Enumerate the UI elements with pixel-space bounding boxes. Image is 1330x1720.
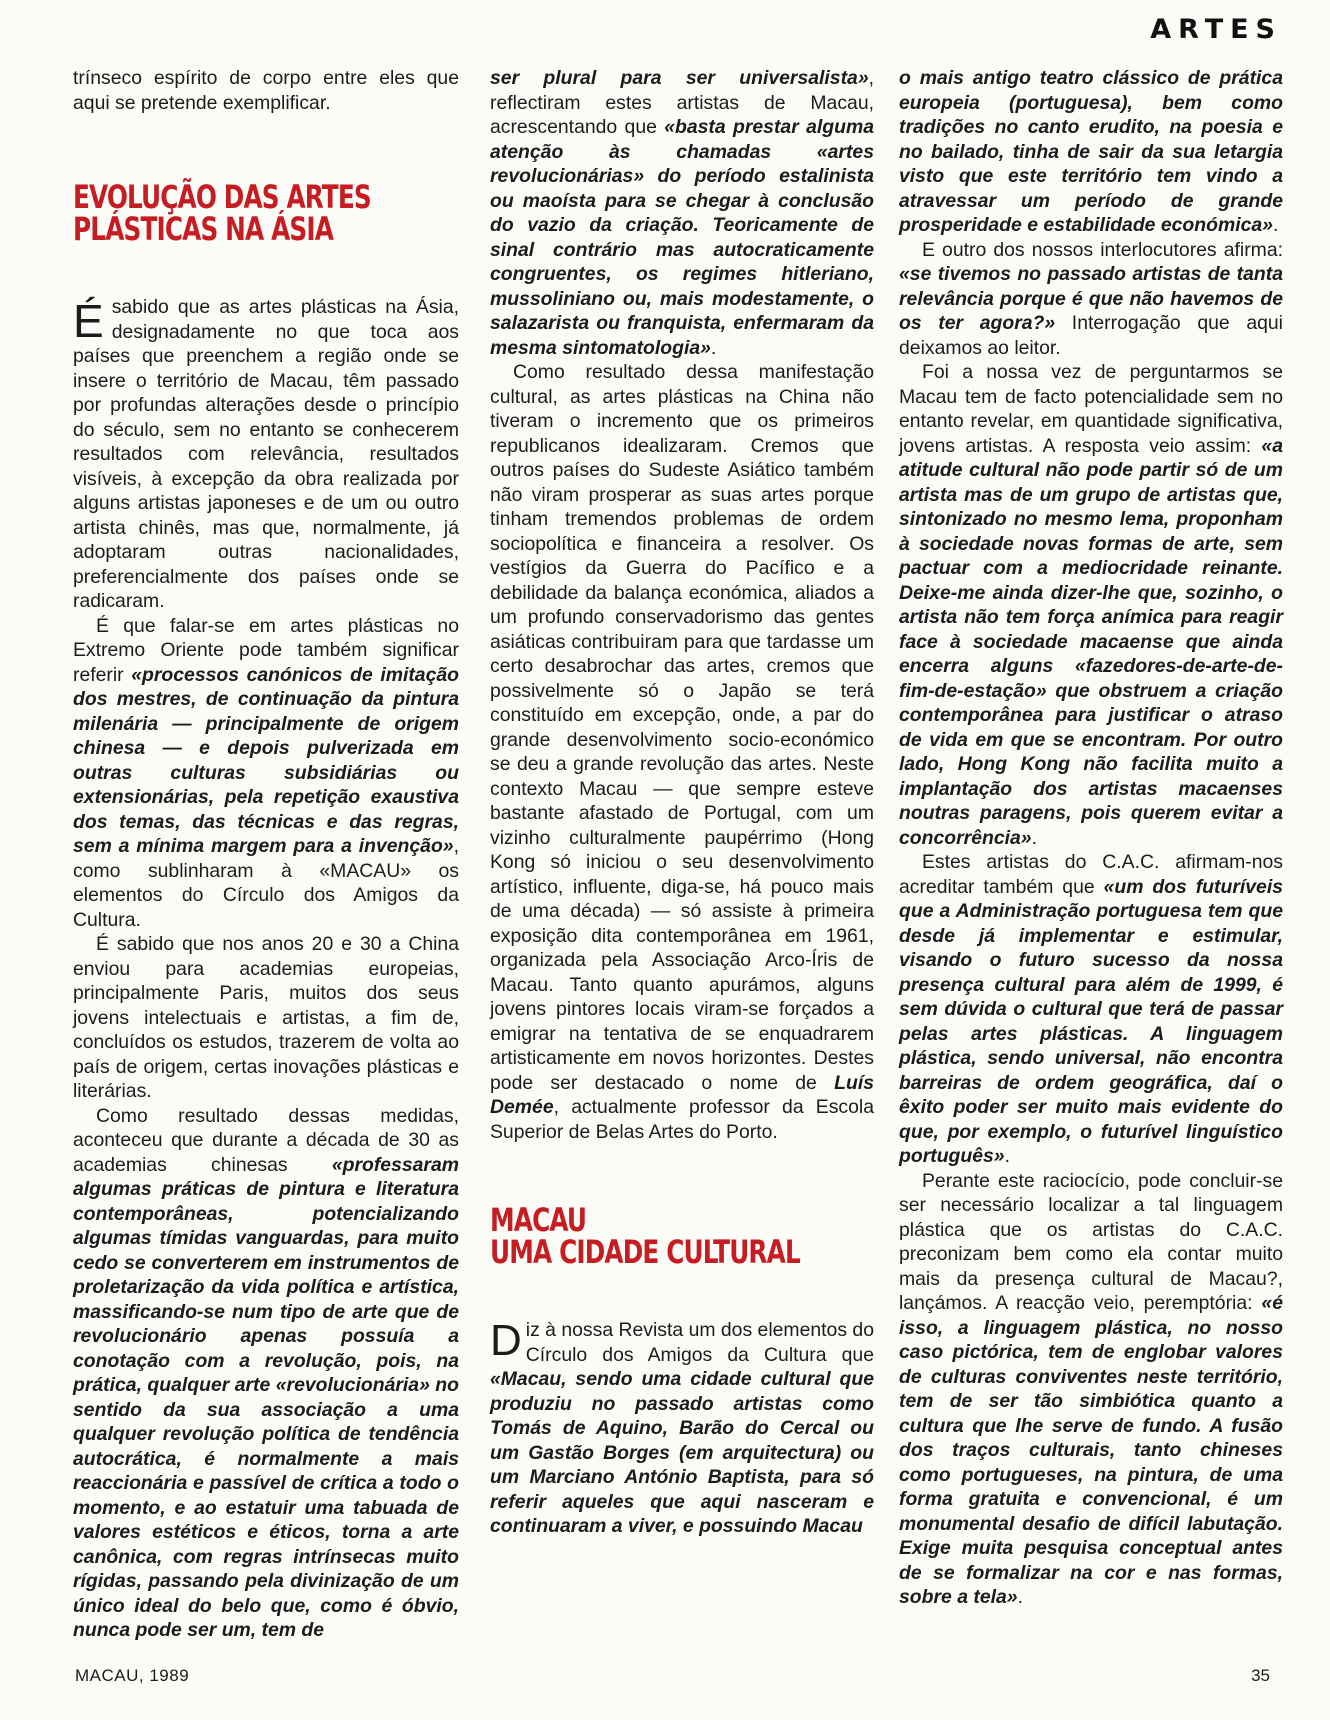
column-3 <box>899 66 1283 1610</box>
paragraph: E outro dos nossos interlocutores afirma: «se tivemos no passado artistas de tanta relevância porque é que não havemos de os ter agora?» Interrogação que aqui deixamos ao leitor. <box>899 238 1283 359</box>
paragraph: Como resultado dessas medidas, aconteceu que durante a década de 30 as academias chinesas «professaram algumas práticas de pintura e literatura contemporâneas, potencializando algumas tímidas vanguardas, para muito cedo se converterem em instrumentos de proletarização da vida política e artística, massificando-se num tipo de arte que de revolucionário apenas possuía a conotação com a revolução, pois, na prática, qualquer arte «revolucionária» no sentido da sua associação a uma qualquer revolução política de tendência autocrática, é normalmente a mais reaccionária e passível de crítica a todo o momento, e ao estatuir uma tabuada de valores estéticos e éticos, torna a arte canônica, com regras intrínsecas muito rígidas, passando pela divinização de um único ideal do belo que, como é óbvio, nunca pode ser um, tem de <box>73 1104 459 1641</box>
drop-cap: É <box>73 295 104 347</box>
section-tag: ARTES <box>1150 14 1282 45</box>
column-2 <box>490 66 874 1539</box>
page-number: 35 <box>1251 1666 1270 1685</box>
paragraph: Ésabido que as artes plásticas na Ásia, designadamente no que toca aos países que preenchem a região onde se insere o território de Macau, têm passado por profundas alterações desde o princípio do século, sem no entanto se conhecerem resultados com relevância, resultados visíveis, à excepção da obra realizada por alguns artistas japoneses e de um ou outro artista chinês, mas que, normalmente, já adoptaram outras nacionalidades, preferencialmente dos países onde se radicaram. <box>73 295 459 612</box>
section-heading-2: MACAU UMA CIDADE CULTURAL <box>490 1201 800 1271</box>
paragraph: trínseco espírito de corpo entre eles que aqui se pretende exemplificar. <box>73 67 459 114</box>
paragraph: É sabido que nos anos 20 e 30 a China enviou para academias europeias, principalmente Paris, muitos dos seus jovens intelectuais e artistas, a fim de, concluídos os estudos, trazerem de volta ao país de origem, certas inovações plásticas e literárias. <box>73 933 459 1102</box>
paragraph: Diz à nossa Revista um dos elementos do Círculo dos Amigos da Cultura que «Macau, sendo uma cidade cultural que produziu no passado artistas como Tomás de Aquino, Barão do Cercal ou um Gastão Borges (em arquitectura) ou um Marciano António Baptista, para só referir aqueles que aqui nasceram e continuaram a viver, e possuindo Macau <box>490 1316 874 1537</box>
paragraph: o mais antigo teatro clássico de prática europeia (portuguesa), bem como tradições no canto erudito, na poesia e no bailado, tinha de sair da sua letargia visto que este território tem vindo a atravessar um período de grande prosperidade e estabilidade económica». <box>899 67 1283 236</box>
column-1 <box>73 66 459 1643</box>
footer-publication: MACAU, 1989 <box>75 1666 190 1685</box>
paragraph: Como resultado dessa manifestação cultural, as artes plásticas na China não tiveram o incremento que os primeiros republicanos idealizaram. Cremos que outros países do Sudeste Asiático também não viram prosperar as suas artes porque tinham tremendos problemas de ordem sociopolítica e financeira a resolver. Os vestígios da Guerra do Pacífico e a debilidade da balança económica, aliados a um profundo conservadorismo das gentes asiáticas contribuiram para que tardasse um certo desabrochar das artes, cremos que possivelmente só o Japão se terá constituído em excepção, onde, a par do grande desenvolvimento socio-económico se deu a grande revolução das artes. Neste contexto Macau — que sempre esteve bastante afastado de Portugal, com um vizinho culturalmente paupérrimo (Hong Kong só iniciou o seu desenvolvimento artístico, influente, diga-se, há pouco mais de uma década) — só assiste à primeira exposição dita contemporânea em 1961, organizada pela Associação Arco-Íris de Macau. Tanto quanto apurámos, alguns jovens pintores locais viram-se forçados a emigrar na tentativa de se enquadrarem artisticamente em novos horizontes. Destes pode ser destacado o nome de Luís Demée, actualmente professor da Escola Superior de Belas Artes do Porto. <box>490 361 874 1143</box>
paragraph: Estes artistas do C.A.C. afirmam-nos acreditar também que «um dos futuríveis que a Administração portuguesa tem que desde já implementar e estimular, visando o futuro sucesso da nossa presença cultural para além de 1999, é sem dúvida o cultural que terá de passar pelas artes plásticas. A linguagem plástica, sendo universal, não encontra barreiras de ordem geográfica, daí o êxito poder ser muito mais evidente do que, por exemplo, o futurível linguístico português». <box>899 851 1283 1167</box>
paragraph: É que falar-se em artes plásticas no Extremo Oriente pode também significar referir «processos canónicos de imitação dos mestres, de continuação da pintura milenária — principalmente de origem chinesa — e depois pulverizada em outras culturas subsidiárias ou extensionárias, pela repetição exaustiva dos temas, das técnicas e das regras, sem a mínima margem para a invenção», como sublinharam à «MACAU» os elementos do Círculo dos Amigos da Cultura. <box>73 614 459 931</box>
paragraph: Foi a nossa vez de perguntarmos se Macau tem de facto potencialidade sem no entanto revelar, em quantidade significativa, jovens artistas. A resposta veio assim: «a atitude cultural não pode partir só de um artista mas de um grupo de artistas que, sintonizado no mesmo lema, proponham à sociedade novas formas de arte, sem pactuar com a mediocridade reinante. Deixe-me ainda dizer-lhe que, sozinho, o artista não tem força anímica para reagir face à sociedade macaense que ainda encerra alguns «fazedores-de-arte-de-fim-de-estação» que obstruem a criação contemporânea para justificar o atraso de vida em que se encontram. Por outro lado, Hong Kong não facilita muito a implantação dos artistas macaenses noutras paragens, pois querem evitar a concorrência». <box>899 361 1283 849</box>
paragraph: Perante este raciocício, pode concluir-se ser necessário localizar a tal linguagem plástica que os artistas do C.A.C. preconizam bem como ela contar muito mais da presença cultural de Macau?, lançámos. A reacção veio, peremptória: «é isso, a linguagem plástica, no nosso caso pictórica, tem de englobar valores de culturas conviventes neste território, tem de ser tão simbiótica quanto a cultura que lhe serve de fundo. A fusão dos traços culturais, tanto chineses como portugueses, na pintura, de uma forma gratuita e convencional, é um monumental desafio de difícil labutação. Exige muita pesquisa conceptual antes de se formalizar na cor e nas formas, sobre a tela». <box>899 1169 1283 1608</box>
section-heading-1: EVOLUÇÃO DAS ARTES PLÁSTICAS NA ÁSIA <box>73 178 371 248</box>
paragraph: ser plural para ser universalista», reflectiram estes artistas de Macau, acrescentando que «basta prestar alguma atenção às chamadas «artes revolucionárias» do período estalinista ou maoísta para se chegar à conclusão do vazio da criação. Teoricamente de sinal contrário mas autocraticamente congruentes, os regimes hitleriano, mussoliniano ou, mais modestamente, o salazarista ou franquista, enfermaram da mesma sintomatologia». <box>490 67 874 359</box>
drop-cap: D <box>490 1316 522 1365</box>
